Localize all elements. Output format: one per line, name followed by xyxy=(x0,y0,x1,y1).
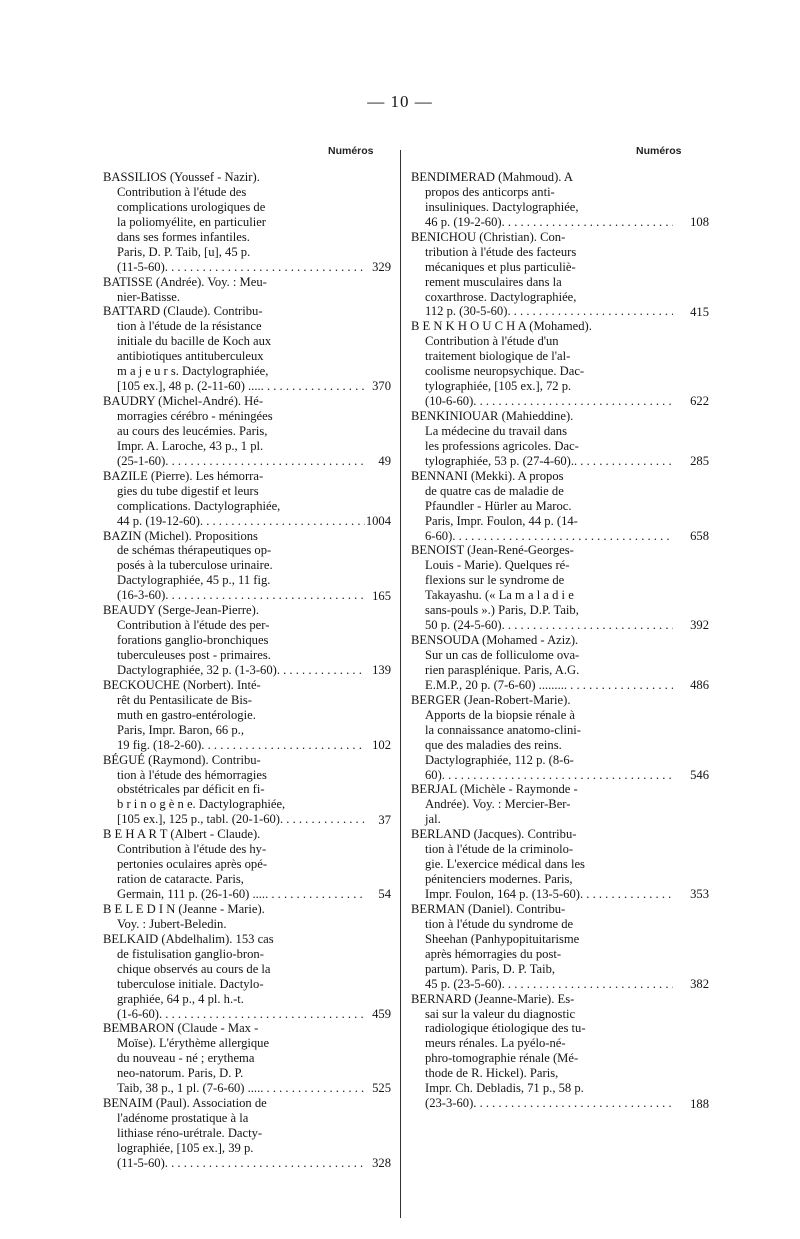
entry-line: meurs rénales. La pyélo-né- xyxy=(425,1036,566,1051)
entry-line: la poliomyélite, en particulier xyxy=(117,214,266,229)
entry-line: B E H A R T (Albert - Claude). xyxy=(103,827,261,842)
entry-line: Takayashu. (« La m a l a d i e xyxy=(425,588,574,603)
entry-line: (23-3-60) xyxy=(425,1096,474,1111)
leader-dots xyxy=(159,1007,365,1022)
left-entries xyxy=(103,170,391,1171)
entry-line: BENAIM (Paul). Association de xyxy=(103,1096,267,1111)
entry-line: initiale du bacille de Koch aux xyxy=(117,334,272,349)
entry-line: BAUDRY (Michel-André). Hé- xyxy=(103,394,264,409)
entry-line: Voy. : Jubert-Beledin. xyxy=(117,916,227,931)
column-header: Numéros xyxy=(328,145,374,157)
entry-line: phro-tomographie rénale (Mé- xyxy=(425,1051,579,1066)
entry-line: BERNARD (Jeanne-Marie). Es- xyxy=(411,991,575,1006)
entry-line: au cours des leucémies. Paris, xyxy=(117,423,268,438)
bibliography-entry xyxy=(103,275,365,305)
entry-line: tion à l'étude des hémorragies xyxy=(117,767,267,782)
entry-line: gies du tube digestif et leurs xyxy=(117,483,259,498)
entry-line: Louis - Marie). Quelques ré- xyxy=(425,558,570,573)
entry-line: tylographiée, 53 p. (27-4-60). xyxy=(425,453,574,468)
entry-line: les professions agricoles. Dac- xyxy=(425,438,579,453)
entry-number: 328 xyxy=(372,1156,391,1171)
leader-dots xyxy=(165,1156,365,1171)
bibliography-entry xyxy=(411,543,709,633)
entry-number: 353 xyxy=(690,887,709,902)
entry-line: m a j e u r s. Dactylographiée, xyxy=(117,364,269,379)
leader-dots xyxy=(165,454,365,469)
entry-number: 54 xyxy=(378,887,391,902)
entry-line: insuliniques. Dactylographiée, xyxy=(425,199,579,214)
entry-line: BEMBARON (Claude - Max - xyxy=(103,1021,259,1036)
entry-line: B E L E D I N (Jeanne - Marie). xyxy=(103,901,265,916)
entry-line: Dactylographiée, 45 p., 11 fig. xyxy=(117,573,271,588)
entry-line: BASSILIOS (Youssef - Nazir). xyxy=(103,170,260,184)
entry-line: BENICHOU (Christian). Con- xyxy=(411,229,566,244)
leader-dots xyxy=(502,618,673,633)
entry-number: 382 xyxy=(690,976,709,991)
entry-line: BELKAID (Abdelhalim). 153 cas xyxy=(103,931,274,946)
entry-line: tion à l'étude de la résistance xyxy=(117,319,262,334)
leader-dots xyxy=(502,215,673,230)
entry-line: gie. L'exercice médical dans les xyxy=(425,857,585,872)
page-number: — 10 — xyxy=(367,92,433,111)
entry-line: propos des anticorps anti- xyxy=(425,184,555,199)
entry-line: l'adénome prostatique à la xyxy=(117,1111,249,1126)
entry-line: BERLAND (Jacques). Contribu- xyxy=(411,827,577,842)
entry-line: pénitenciers modernes. Paris, xyxy=(425,872,573,887)
entry-line: pertonies oculaires après opé- xyxy=(117,857,268,872)
entry-number: 165 xyxy=(372,588,391,603)
entry-line: BENKINIOUAR (Mahieddine). xyxy=(411,409,574,423)
entry-line: Contribution à l'étude des per- xyxy=(117,618,270,633)
bibliography-entry xyxy=(103,931,391,1022)
entry-line: Moïse). L'érythème allergique xyxy=(117,1036,270,1051)
entry-number: 486 xyxy=(690,678,709,693)
entry-line: sai sur la valeur du diagnostic xyxy=(425,1006,576,1021)
bibliography-entry xyxy=(411,319,709,409)
entry-line: Contribution à l'étude d'un xyxy=(425,334,559,349)
entry-line: 19 fig. (18-2-60) xyxy=(117,737,202,752)
entry-line: tion à l'étude du syndrome de xyxy=(425,916,574,931)
entry-line: Paris, Impr. Foulon, 44 p. (14- xyxy=(425,513,578,528)
entry-number: 37 xyxy=(378,812,391,827)
entry-line: que des maladies des reins. xyxy=(425,737,562,752)
leader-dots xyxy=(165,588,365,603)
entry-line: BENNANI (Mekki). A propos xyxy=(411,468,564,483)
bibliography-entry xyxy=(103,528,391,604)
entry-line: BAZILE (Pierre). Les hémorra- xyxy=(103,468,264,483)
entry-line: BERGER (Jean-Robert-Marie). xyxy=(411,692,571,707)
bibliography-entry xyxy=(411,633,709,693)
entry-number: 139 xyxy=(372,663,391,678)
entry-line: E.M.P., 20 p. (7-6-60) ........ xyxy=(425,677,564,692)
entry-line: lithiase réno-urétrale. Dacty- xyxy=(117,1126,263,1140)
entry-line: BATISSE (Andrée). Voy. : Meu- xyxy=(103,274,267,289)
entry-line: coolisme neuropsychique. Dac- xyxy=(425,364,585,379)
column-header: Numéros xyxy=(636,145,682,157)
entry-line: muth en gastro-entérologie. xyxy=(117,707,256,722)
entry-line: (11-5-60) xyxy=(117,1155,165,1170)
entry-line: obstétricales par déficit en fi- xyxy=(117,782,265,797)
entry-line: 44 p. (19-12-60) xyxy=(117,513,200,528)
entry-line: chique observés au cours de la xyxy=(117,961,271,976)
bibliography-entry xyxy=(103,603,391,678)
leader-dots xyxy=(473,1096,673,1111)
entry-line: b r i n o g è n e. Dactylographiée, xyxy=(117,797,286,812)
leader-dots xyxy=(502,977,673,992)
entry-line: Paris, Impr. Baron, 66 p., xyxy=(117,722,244,737)
entry-number: 370 xyxy=(372,379,391,394)
leader-dots xyxy=(442,768,673,783)
entry-line: lographiée, [105 ex.], 39 p. xyxy=(117,1140,254,1155)
entry-line: la connaissance anatomo-clini- xyxy=(425,722,581,737)
bibliography-entry xyxy=(411,827,709,902)
entry-line: radiologique étiologique des tu- xyxy=(425,1021,586,1036)
entry-number: 108 xyxy=(690,215,709,229)
entry-line: morragies cérébro - méningées xyxy=(117,409,273,423)
bibliography-entry xyxy=(103,170,391,275)
bibliography-entry xyxy=(411,468,709,544)
entry-line: dans ses formes infantiles. xyxy=(117,229,250,244)
bibliography-entry xyxy=(411,901,709,992)
entry-line: partum). Paris, D. P. Taib, xyxy=(425,961,556,976)
entry-line: tylographiée, [105 ex.], 72 p. xyxy=(425,379,572,394)
bibliography-entry xyxy=(103,304,391,394)
entry-line: complications. Dactylographiée, xyxy=(117,498,281,513)
entry-line: (10-6-60) xyxy=(425,394,474,409)
entry-line: traitement biologique de l'al- xyxy=(425,349,571,364)
bibliography-entry xyxy=(103,1096,391,1171)
entry-line: rêt du Pentasilicate de Bis- xyxy=(117,692,252,707)
entry-line: tion à l'étude de la criminolo- xyxy=(425,842,574,857)
entry-line: Apports de la biopsie rénale à xyxy=(425,707,576,722)
entry-line: rement musculaires dans la xyxy=(425,274,562,289)
entry-number: 546 xyxy=(690,767,709,782)
entry-line: Andrée). Voy. : Mercier-Ber- xyxy=(425,797,571,812)
bibliography-entry xyxy=(411,692,709,783)
entry-line: BATTARD (Claude). Contribu- xyxy=(103,304,263,319)
entry-line: Impr. Foulon, 164 p. (13-5-60) xyxy=(425,887,580,901)
entry-number: 102 xyxy=(372,737,391,752)
entry-number: 329 xyxy=(372,260,391,274)
leader-dots xyxy=(473,394,673,409)
entry-line: [105 ex.], 125 p., tabl. (20-1-60) xyxy=(117,812,280,827)
entry-line: BEAUDY (Serge-Jean-Pierre). xyxy=(103,603,259,618)
entry-line: Impr. Ch. Debladis, 71 p., 58 p. xyxy=(425,1081,584,1096)
bibliography-entry xyxy=(103,1021,391,1096)
leader-dots xyxy=(165,260,365,275)
entry-line: (11-5-60) xyxy=(117,259,165,274)
entry-line: Paris, D. P. Taib, [u], 45 p. xyxy=(117,244,251,259)
entry-line: BAZIN (Michel). Propositions xyxy=(103,528,258,543)
entry-number: 49 xyxy=(378,454,391,469)
entry-line: après hémorragies du post- xyxy=(425,946,562,961)
entry-line: La médecine du travail dans xyxy=(425,423,567,438)
entry-line: de fistulisation ganglio-bron- xyxy=(117,946,264,961)
entry-line: Pfaundler - Hürler au Maroc. xyxy=(425,498,572,513)
entry-line: posés à la tuberculose urinaire. xyxy=(117,558,273,573)
entry-line: (16-3-60) xyxy=(117,588,166,603)
entry-line: thode de R. Hickel). Paris, xyxy=(425,1066,559,1081)
entry-line: 60) xyxy=(425,767,442,782)
bibliography-entry xyxy=(411,170,709,230)
entry-line: Germain, 111 p. (26-1-60) .... xyxy=(117,887,266,901)
entry-line: antibiotiques antituberculeux xyxy=(117,349,264,364)
column-divider xyxy=(400,150,401,1218)
entry-line: tuberculeuses post - primaires. xyxy=(117,648,271,662)
entry-line: (25-1-60) xyxy=(117,453,166,468)
entry-line: 6-60) xyxy=(425,528,453,543)
entry-line: coxarthrose. Dactylographiée, xyxy=(425,289,577,304)
right-entries xyxy=(411,170,709,1111)
entry-line: Impr. A. Laroche, 43 p., 1 pl. xyxy=(117,438,264,453)
entry-line: Contribution à l'étude des xyxy=(117,184,247,199)
entry-line: complications urologiques de xyxy=(117,199,266,214)
entry-number: 658 xyxy=(690,528,709,543)
bibliography-entry xyxy=(411,991,709,1112)
entry-number: 285 xyxy=(690,454,709,468)
bibliography-entry xyxy=(103,752,391,828)
bibliography-entry xyxy=(103,468,391,529)
entry-line: forations ganglio-bronchiques xyxy=(117,633,269,648)
bibliography-entry xyxy=(103,827,391,902)
entry-line: BENSOUDA (Mohamed - Aziz). xyxy=(411,633,579,648)
entry-line: tribution à l'étude des facteurs xyxy=(425,244,577,259)
entry-line: BENOIST (Jean-René-Georges- xyxy=(411,543,574,558)
entry-line: nier-Batisse. xyxy=(117,289,181,304)
entry-number: 525 xyxy=(372,1081,391,1096)
entry-line: rien parasplénique. Paris, A.G. xyxy=(425,662,580,677)
entry-number: 459 xyxy=(372,1006,391,1021)
entry-line: de quatre cas de maladie de xyxy=(425,483,564,498)
entry-line: BENDIMERAD (Mahmoud). A xyxy=(411,170,573,184)
entry-line: sans-pouls ».) Paris, D.P. Taib, xyxy=(425,603,579,618)
entry-number: 1004 xyxy=(365,513,391,528)
entry-line: B E N K H O U C H A (Mohamed). xyxy=(411,319,592,334)
entry-line: Sur un cas de folliculome ova- xyxy=(425,648,580,662)
entry-line: tuberculose initiale. Dactylo- xyxy=(117,976,264,991)
entry-line: du nouveau - né ; erythema xyxy=(117,1051,255,1066)
entry-line: Dactylographiée, 112 p. (8-6- xyxy=(425,752,574,767)
entry-line: BÉGUÉ (Raymond). Contribu- xyxy=(103,752,261,767)
entry-line: neo-natorum. Paris, D. P. xyxy=(117,1066,244,1081)
leader-dots xyxy=(507,304,673,319)
entry-line: mécaniques et plus particuliè- xyxy=(425,259,576,274)
entry-line: flexions sur le syndrome de xyxy=(425,573,565,588)
entry-line: BECKOUCHE (Norbert). Inté- xyxy=(103,677,261,692)
leader-dots xyxy=(452,529,673,544)
entry-line: 46 p. (19-2-60) xyxy=(425,214,502,229)
entry-line: ration de cataracte. Paris, xyxy=(117,872,244,887)
entry-line: jal. xyxy=(425,812,441,827)
entry-number: 188 xyxy=(690,1096,709,1111)
entry-number: 392 xyxy=(690,618,709,633)
entry-line: Dactylographiée, 32 p. (1-3-60) xyxy=(117,662,277,677)
bibliography-entry xyxy=(103,394,391,469)
bibliography-entry xyxy=(103,902,365,932)
entry-line: graphiée, 64 p., 4 pl. h.-t. xyxy=(117,991,244,1006)
bibliography-entry xyxy=(411,409,709,469)
entry-line: de schémas thérapeutiques op- xyxy=(117,543,272,558)
bibliography-entry xyxy=(411,229,709,320)
bibliography-entry xyxy=(411,782,673,827)
entry-line: Taib, 38 p., 1 pl. (7-6-60) .... xyxy=(117,1081,261,1096)
entry-line: BERJAL (Michèle - Raymonde - xyxy=(411,782,578,797)
entry-line: 50 p. (24-5-60) xyxy=(425,618,502,633)
entry-number: 622 xyxy=(690,394,709,409)
entry-line: Contribution à l'étude des hy- xyxy=(117,842,267,857)
entry-number: 415 xyxy=(690,304,709,319)
entry-line: BERMAN (Daniel). Contribu- xyxy=(411,901,566,916)
entry-line: 45 p. (23-5-60) xyxy=(425,976,502,991)
bibliography-entry xyxy=(103,677,391,753)
entry-line: Sheehan (Panhypopituitarisme xyxy=(425,931,580,946)
entry-line: [105 ex.], 48 p. (2-11-60) .... xyxy=(117,379,261,394)
entry-line: 112 p. (30-5-60) xyxy=(425,304,508,319)
entry-line: (1-6-60) xyxy=(117,1006,159,1021)
